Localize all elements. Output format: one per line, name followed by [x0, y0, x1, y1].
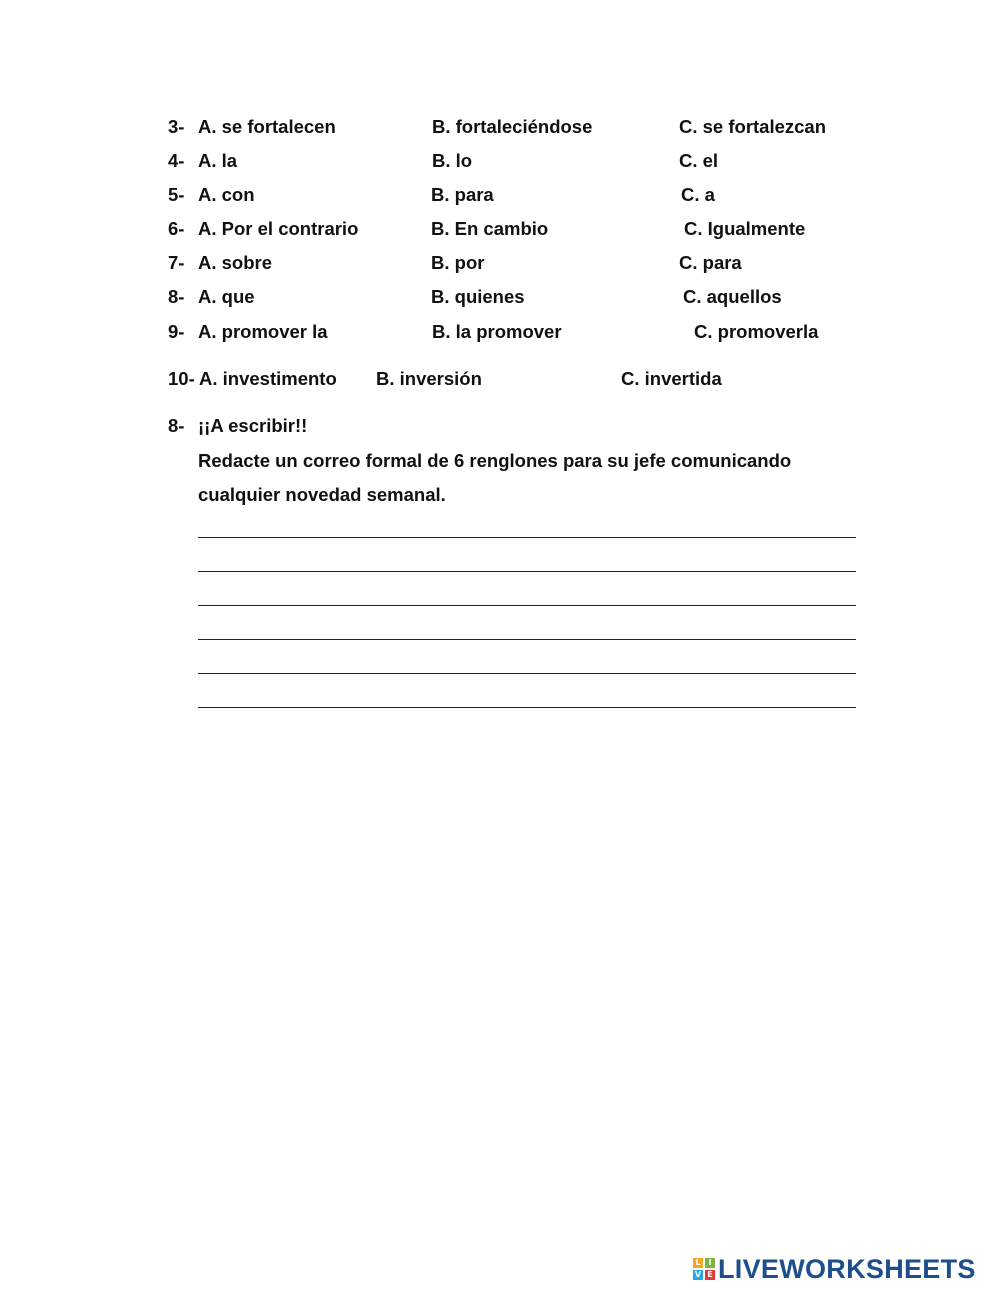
question-number: 10-: [168, 368, 195, 389]
question-number: 6-: [168, 218, 185, 239]
liveworksheets-logo: [693, 1254, 976, 1284]
option-b: B. por: [431, 252, 485, 273]
question-number: 9-: [168, 321, 185, 342]
writing-prompt-line-2: cualquier novedad semanal.: [198, 484, 446, 505]
option-a: A. se fortalecen: [198, 116, 336, 137]
option-a: A. que: [198, 286, 255, 307]
question-number: 3-: [168, 116, 185, 137]
option-a: A. la: [198, 150, 238, 171]
option-b: B. quienes: [431, 286, 525, 307]
writing-prompt-line-1: Redacte un correo formal de 6 renglones para su jefe comunicando: [198, 450, 792, 471]
option-b: B. lo: [432, 150, 473, 171]
logo-tile: E: [705, 1270, 715, 1280]
question-number: 8-: [168, 286, 185, 307]
answer-line[interactable]: [198, 605, 856, 606]
answer-line[interactable]: [198, 639, 856, 640]
option-c: C. promoverla: [694, 321, 819, 342]
answer-line[interactable]: [198, 673, 856, 674]
option-c: C. a: [681, 184, 715, 205]
logo-tile: V: [694, 1270, 702, 1279]
option-b: B. fortaleciéndose: [432, 116, 593, 137]
option-c: C. invertida: [621, 368, 722, 389]
question-number: 4-: [168, 150, 185, 171]
writing-title: ¡¡A escribir!!: [198, 415, 308, 436]
option-c: C. aquellos: [683, 286, 782, 307]
answer-line[interactable]: [198, 707, 856, 708]
option-a: A. con: [198, 184, 255, 205]
option-c: C. Igualmente: [684, 218, 806, 239]
answer-line[interactable]: [198, 571, 856, 572]
option-b: B. inversión: [376, 368, 482, 389]
option-b: B. la promover: [432, 321, 562, 342]
logo-grid-icon: [693, 1258, 715, 1280]
option-c: C. el: [679, 150, 719, 171]
option-a: A. investimento: [199, 368, 337, 389]
writing-number: 8-: [168, 415, 185, 436]
question-number: 5-: [168, 184, 185, 205]
option-b: B. para: [431, 184, 494, 205]
question-number: 7-: [168, 252, 185, 273]
logo-tile: I: [705, 1258, 715, 1268]
option-c: C. se fortalezcan: [679, 116, 827, 137]
logo-text: LIVEWORKSHEETS: [718, 1253, 976, 1284]
option-a: A. sobre: [198, 252, 273, 273]
logo-tile: L: [693, 1258, 703, 1268]
option-a: A. Por el contrario: [198, 218, 359, 239]
option-a: A. promover la: [198, 321, 328, 342]
answer-line[interactable]: [198, 537, 856, 538]
option-b: B. En cambio: [431, 218, 549, 239]
option-c: C. para: [679, 252, 742, 273]
